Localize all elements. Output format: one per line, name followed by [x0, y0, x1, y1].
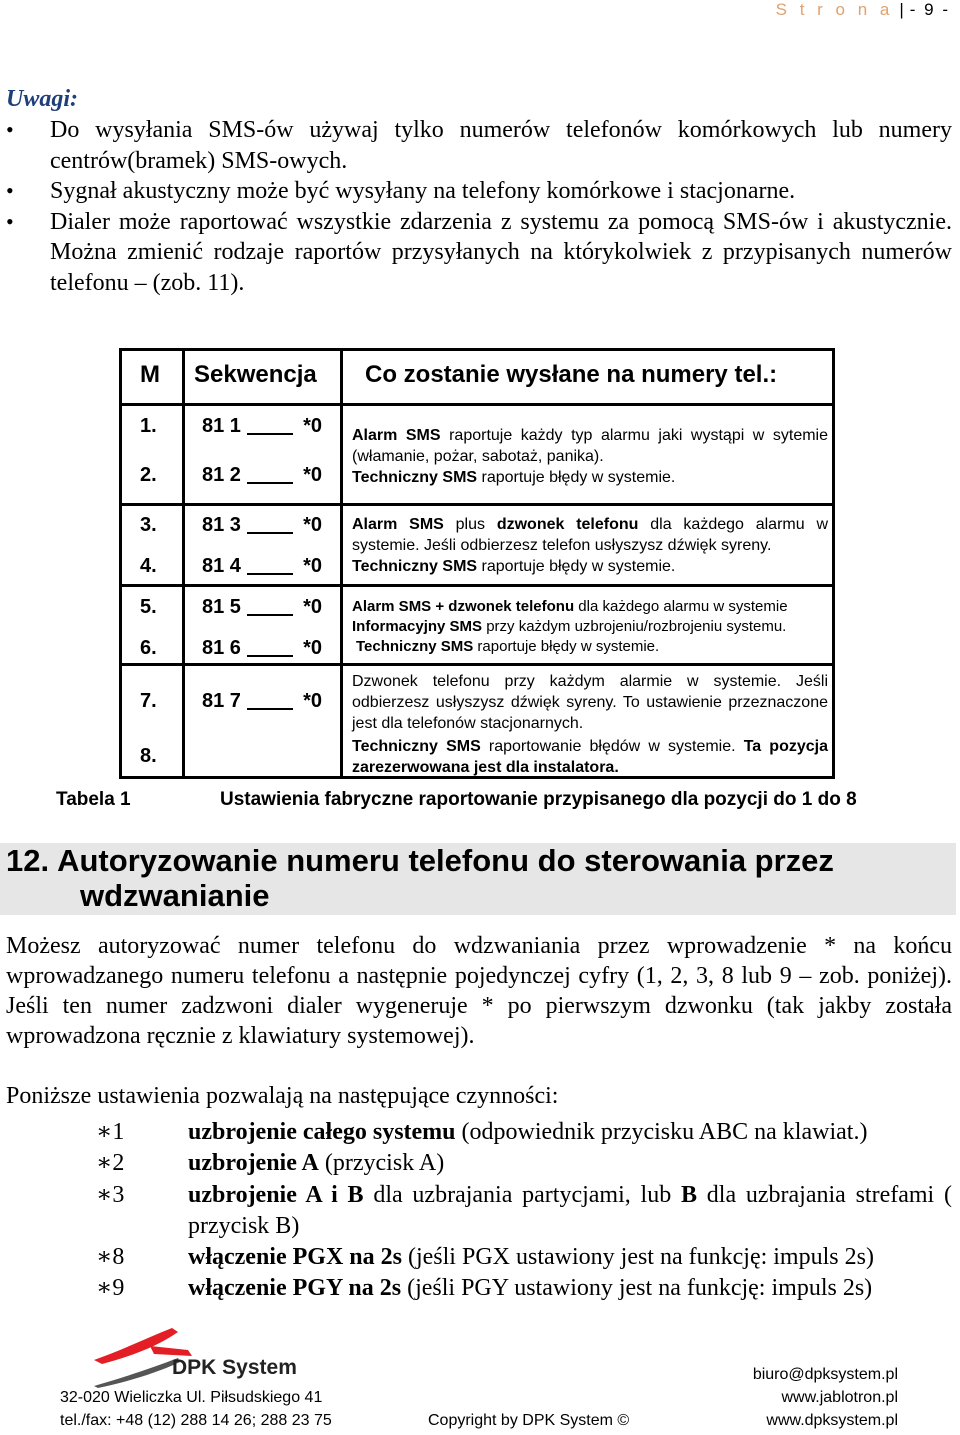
sequence-code	[202, 596, 322, 619]
row-index: 3.	[140, 514, 157, 536]
option-bold: włączenie PGY na 2s	[188, 1275, 402, 1301]
description-group-2	[352, 514, 828, 577]
description-bold: Ta pozycja zarezerwowana jest dla instalatora.	[352, 738, 828, 776]
dpk-logo	[92, 1326, 302, 1388]
description-line	[352, 514, 828, 556]
description-text: raportuje każdy typ alarmu jaki wystąpi w sytemie (włamanie, pożar, sabotaż, panika).	[352, 427, 829, 465]
page-header-separator: |	[899, 0, 904, 19]
footer-website-jablotron[interactable]: www.jablotron.pl	[781, 1389, 898, 1406]
description-group-4	[352, 671, 828, 734]
sequence-code	[202, 464, 322, 487]
description-bold: Techniczny SMS	[356, 638, 474, 655]
options-intro: Poniższe ustawienia pozwalają na następujące czynności:	[6, 1083, 559, 1109]
description-text: raportowanie błędów w systemie.	[480, 738, 744, 755]
sequence-blank	[247, 655, 293, 657]
description-text: raportuje błędy w systemie.	[477, 469, 676, 486]
row-index: 4.	[140, 555, 157, 577]
description-line	[352, 597, 828, 617]
sequence-code	[202, 555, 322, 578]
logo-text: DPK System	[172, 1356, 297, 1379]
option-bold: uzbrojenie A	[188, 1150, 319, 1176]
table-divider	[122, 403, 832, 406]
sequence-code-text: 81 2	[202, 464, 241, 486]
sequence-suffix: *0	[303, 637, 322, 659]
page-header-label: S t r o n a	[775, 0, 894, 19]
description-text: dla każdego alarmu w systemie	[574, 598, 788, 615]
sequence-blank	[247, 532, 293, 534]
option-item	[96, 1242, 952, 1273]
sequence-blank	[247, 433, 293, 435]
sequence-suffix: *0	[303, 464, 322, 486]
sequence-code-text: 81 7	[202, 690, 241, 712]
option-item	[96, 1117, 952, 1148]
option-item	[96, 1148, 952, 1179]
option-value	[188, 1148, 952, 1179]
sequence-code	[202, 690, 322, 713]
description-bold: Techniczny SMS	[352, 469, 478, 486]
section-paragraph: Możesz autoryzować numer telefonu do wdzwaniania przez wprowadzenie * na końcu wprowadzanego numeru telefonu a następnie pojedynczej cyfry (1, 2, 3, 8 lub 9 – zob. poniżej). Jeśli ten numer zadzwoni dialer wygeneruje * po pierwszym dzwonku (tak jakby została wprowadzona ręcznie z klawiatury systemowej).	[6, 933, 952, 1049]
page-number: - 9 -	[909, 0, 950, 19]
option-key: ∗8	[96, 1244, 125, 1270]
table-header-m: M	[140, 361, 160, 388]
section-title	[6, 843, 952, 913]
notes-title: Uwagi:	[6, 86, 78, 112]
description-bold: Techniczny SMS	[352, 558, 478, 575]
option-value	[188, 1242, 952, 1273]
option-bold: włączenie PGX na 2s	[188, 1244, 402, 1270]
sequence-code-text: 81 3	[202, 514, 241, 536]
option-item	[96, 1273, 952, 1304]
description-line	[352, 425, 828, 467]
footer-phone: tel./fax: +48 (12) 288 14 26; 288 23 75	[60, 1412, 332, 1429]
description-bold: dzwonek telefonu	[496, 516, 639, 533]
description-bold: Alarm SMS	[352, 516, 444, 533]
description-line	[352, 467, 828, 488]
option-value	[188, 1273, 952, 1304]
option-value	[188, 1117, 952, 1148]
description-text: Dzwonek telefonu przy każdym alarmie w systemie. Jeśli odbierzesz usłyszysz dźwięk syreny. To ustawienie przeznaczone jest dla telefonów stacjonarnych.	[352, 673, 828, 732]
settings-table	[119, 348, 835, 779]
sequence-code-text: 81 5	[202, 596, 241, 618]
footer-copyright: Copyright by DPK System ©	[428, 1412, 630, 1429]
description-bold: Techniczny SMS	[352, 738, 481, 755]
option-key: ∗2	[96, 1150, 125, 1176]
footer-address: 32-020 Wieliczka Ul. Piłsudskiego 41	[60, 1389, 323, 1406]
description-text: dla każdego alarmu w systemie. Jeśli odbierzesz telefon usłyszysz dźwięk syreny.	[352, 516, 828, 554]
row-index: 2.	[140, 464, 157, 486]
description-bold: Informacyjny SMS	[352, 618, 483, 635]
option-text: (jeśli PGX ustawiony jest na funkcję: impuls 2s)	[401, 1244, 874, 1270]
sequence-suffix: *0	[303, 690, 322, 712]
notes-item: • Dialer może raportować wszystkie zdarzenia z systemu za pomocą SMS-ów i akustycznie. Można zmienić rodzaje raportów przysyłanych na którykolwiek z przypisanych numerów telefonu – (zob. 11).	[6, 207, 952, 299]
section-title-line1: Autoryzowanie numeru telefonu do sterowania przez	[57, 843, 834, 878]
table-caption-label: Tabela 1	[56, 789, 131, 810]
description-line	[352, 637, 828, 657]
table-divider	[122, 584, 832, 587]
description-text: raportuje błędy w systemie.	[473, 638, 660, 655]
sequence-blank	[247, 614, 293, 616]
notes-list	[6, 115, 952, 298]
option-text: (przycisk A)	[318, 1150, 445, 1176]
option-item	[96, 1180, 952, 1241]
sequence-code-text: 81 6	[202, 637, 241, 659]
table-divider	[122, 503, 832, 506]
sequence-suffix: *0	[303, 415, 322, 437]
option-text: dla uzbrajania partycjami, lub	[363, 1182, 681, 1208]
sequence-code	[202, 637, 322, 660]
description-group-5	[352, 736, 828, 778]
description-group-1	[352, 425, 828, 488]
option-key: ∗3	[96, 1182, 125, 1208]
option-text: dla uzbrajania strefami ( przycisk B)	[188, 1182, 952, 1239]
description-group-3	[352, 597, 828, 657]
option-key: ∗9	[96, 1275, 125, 1301]
row-index: 7.	[140, 690, 157, 712]
description-line	[352, 671, 828, 734]
section-number: 12.	[6, 843, 50, 878]
footer-email[interactable]: biuro@dpksystem.pl	[752, 1366, 898, 1383]
sequence-suffix: *0	[303, 596, 322, 618]
sequence-code	[202, 415, 322, 438]
notes-item: • Do wysyłania SMS-ów używaj tylko numerów telefonów komórkowych lub numery centrów(bramek) SMS-owych.	[6, 115, 952, 176]
option-text: (odpowiednik przycisku ABC na klawiat.)	[455, 1119, 868, 1145]
description-line	[352, 736, 828, 778]
sequence-blank	[247, 482, 293, 484]
description-bold: Alarm SMS	[352, 427, 441, 444]
sequence-code-text: 81 1	[202, 415, 241, 437]
notes-item: • Sygnał akustyczny może być wysyłany na telefony komórkowe i stacjonarne.	[6, 176, 952, 207]
page-header	[776, 0, 950, 20]
row-index: 6.	[140, 637, 157, 659]
option-bold: B	[680, 1182, 697, 1208]
sequence-code-text: 81 4	[202, 555, 241, 577]
description-bold: Alarm SMS + dzwonek telefonu	[352, 598, 575, 615]
row-index: 1.	[140, 415, 157, 437]
description-line	[352, 617, 828, 637]
section-heading	[0, 843, 956, 915]
row-index: 5.	[140, 596, 157, 618]
sequence-suffix: *0	[303, 514, 322, 536]
option-bold: uzbrojenie całego systemu	[188, 1119, 456, 1145]
description-text: przy każdym uzbrojeniu/rozbrojeniu systemu.	[482, 618, 787, 635]
description-line	[352, 556, 828, 577]
footer-website-dpk[interactable]: www.dpksystem.pl	[766, 1412, 898, 1429]
sequence-blank	[247, 708, 293, 710]
option-value	[188, 1180, 952, 1241]
table-caption-text: Ustawienia fabryczne raportowanie przypisanego dla pozycji do 1 do 8	[220, 789, 857, 810]
sequence-suffix: *0	[303, 555, 322, 577]
table-divider	[182, 351, 185, 776]
table-divider	[122, 663, 832, 666]
sequence-blank	[247, 573, 293, 575]
option-bold: uzbrojenie A i B	[188, 1182, 364, 1208]
section-title-line2: wdzwanianie	[80, 878, 270, 913]
description-text: raportuje błędy w systemie.	[477, 558, 676, 575]
option-key: ∗1	[96, 1119, 125, 1145]
sequence-code	[202, 514, 322, 537]
table-divider	[340, 351, 343, 776]
table-header-description: Co zostanie wysłane na numery tel.:	[365, 361, 778, 388]
row-index: 8.	[140, 745, 157, 767]
option-text: (jeśli PGY ustawiony jest na funkcję: impuls 2s)	[401, 1275, 873, 1301]
table-header-sequence: Sekwencja	[194, 361, 317, 388]
description-text: plus	[443, 516, 497, 533]
